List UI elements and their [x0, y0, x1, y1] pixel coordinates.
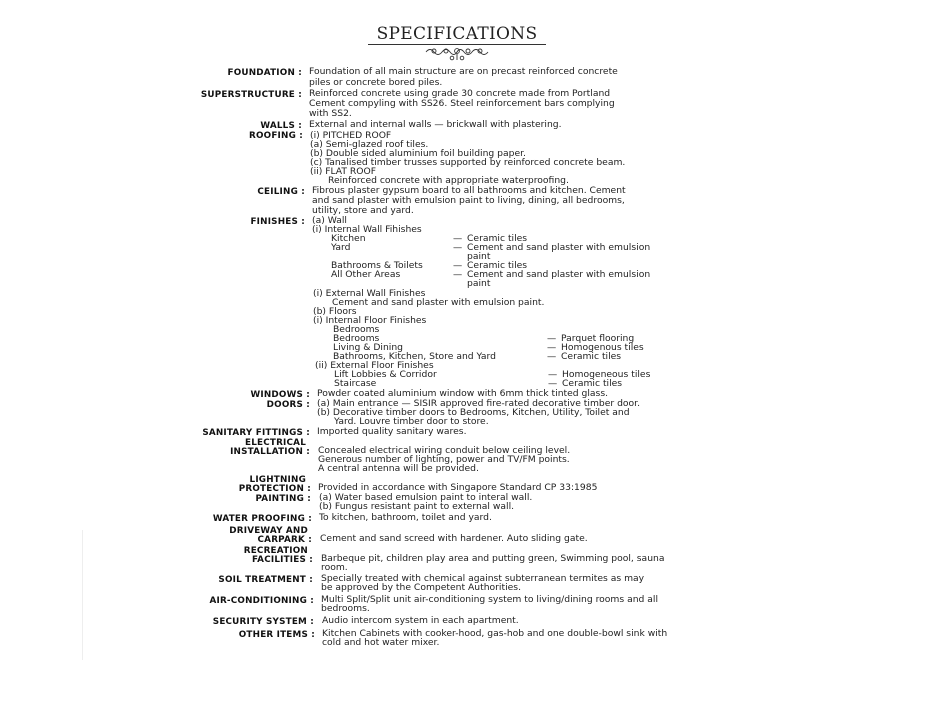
spec-label-line2: CARPARK : [257, 535, 312, 545]
spec-text-line: Barbeque pit, children play area and putting green, Swimming pool, sauna [321, 553, 665, 564]
internal-wall-finish: Ceramic tiles [467, 233, 528, 244]
spec-text-line: Reinforced concrete using grade 30 concrete made from Portland [309, 88, 611, 99]
internal-wall-finish-cont: paint [467, 251, 491, 262]
internal-wall-finish-cont: paint [467, 278, 491, 289]
spec-text-line: Audio intercom system in each apartment. [322, 615, 519, 626]
spec-label: FOUNDATION : [227, 68, 302, 78]
spec-label: WALLS : [260, 121, 302, 131]
internal-wall-area: All Other Areas [331, 269, 401, 280]
internal-floor-heading: (i) Internal Floor Finishes [313, 315, 427, 326]
separator-dash: — [547, 333, 557, 344]
spec-label: DOORS : [266, 400, 310, 410]
spec-text-line: Cement compyling with SS26. Steel reinforcement bars complying [309, 98, 615, 109]
spec-text-line: Kitchen Cabinets with cooker-hood, gas-hob and one double-bowl sink with [322, 628, 668, 639]
scan-margin-artifact [82, 530, 83, 660]
spec-text-line: (ii) FLAT ROOF [310, 166, 377, 177]
spec-text-line: A central antenna will be provided. [318, 463, 479, 474]
separator-dash: — [453, 260, 463, 271]
internal-wall-finish: Cement and sand plaster with emulsion [467, 269, 651, 280]
spec-label: WATER PROOFING : [212, 514, 312, 524]
spec-label: PAINTING : [255, 494, 311, 504]
internal-floor-area: Living & Dining [333, 342, 403, 353]
title-underline [368, 44, 546, 45]
spec-label-line1: ELECTRICAL [245, 438, 306, 448]
external-floor-finish: Ceramic tiles [562, 378, 623, 389]
spec-text-line: bedrooms. [321, 603, 370, 614]
external-wall-text: Cement and sand plaster with emulsion paint. [332, 297, 545, 308]
spec-label-line1: DRIVEWAY AND [229, 526, 308, 536]
spec-text-line: Powder coated aluminium window with 6mm thick tinted glass. [317, 388, 609, 399]
internal-floor-finish: Ceramic tiles [561, 351, 622, 362]
spec-text-line: cold and hot water mixer. [322, 637, 440, 648]
internal-wall-area: Kitchen [331, 233, 366, 244]
spec-text-line: piles or concrete bored piles. [309, 77, 443, 88]
spec-text-line: (b) Fungus resistant paint to external wall. [319, 501, 515, 512]
spec-label: SOIL TREATMENT : [218, 575, 313, 585]
separator-dash: — [547, 351, 557, 362]
decorative-scroll-ornament-icon [424, 46, 490, 62]
spec-text-line: External and internal walls — brickwall with plastering. [309, 119, 562, 130]
spec-label: AIR-CONDITIONING : [209, 596, 314, 606]
spec-text-line: Concealed electrical wiring conduit below ceiling level. [318, 445, 571, 456]
spec-text-line: (a) Main entrance — SISIR approved fire-rated decorative timber door. [317, 398, 641, 409]
internal-wall-area: Yard [331, 242, 351, 253]
spec-label: WINDOWS : [250, 390, 310, 400]
spec-text-line: Provided in accordance with Singapore Standard CP 33:1985 [318, 482, 598, 493]
internal-wall-finish: Cement and sand plaster with emulsion [467, 242, 651, 253]
spec-text-line: utility, store and yard. [312, 205, 414, 216]
separator-dash: — [453, 269, 463, 280]
spec-text-line: (a) Semi-glazed roof tiles. [310, 139, 429, 150]
spec-text-line: with SS2. [309, 108, 352, 119]
spec-label: SUPERSTRUCTURE : [200, 90, 302, 100]
spec-label-line1: LIGHTNING [249, 475, 306, 485]
separator-dash: — [453, 233, 463, 244]
external-floor-heading: (ii) External Floor Finishes [315, 360, 434, 371]
spec-text-line: Fibrous plaster gypsum board to all bathrooms and kitchen. Cement [312, 185, 626, 196]
internal-wall-heading: (i) Internal Wall Fihishes [312, 224, 422, 235]
internal-floor-area: Bedrooms [333, 333, 380, 344]
spec-text-line: be approved by the Competent Authorities. [321, 582, 521, 593]
floors-heading: (b) Floors [313, 306, 357, 317]
spec-text-line: (i) PITCHED ROOF [310, 130, 392, 141]
spec-label: ROOFING : [249, 131, 303, 141]
external-floor-finish: Homogeneous tiles [562, 369, 651, 380]
spec-text-line: and sand plaster with emulsion paint to living, dining, all bedrooms, [312, 195, 625, 206]
spec-text-line: Imported quality sanitary wares. [317, 426, 467, 437]
spec-label: SECURITY SYSTEM : [212, 617, 314, 627]
spec-text-line: room. [321, 562, 348, 573]
spec-text-line: Cement and sand screed with hardener. Auto sliding gate. [320, 533, 588, 544]
spec-text-line: (b) Decorative timber doors to Bedrooms, Kitchen, Utility, Toilet and [317, 407, 630, 418]
internal-floor-subheading: Bedrooms [333, 324, 380, 335]
internal-wall-finish: Ceramic tiles [467, 260, 528, 271]
spec-text-line: Multi Split/Split unit air-conditioning system to living/dining rooms and all [321, 594, 659, 605]
spec-label-line2: INSTALLATION : [230, 447, 310, 457]
external-floor-area: Lift Lobbies & Corridor [334, 369, 437, 380]
spec-text-line: (c) Tanalised timber trusses supported by reinforced concrete beam. [310, 157, 626, 168]
spec-text-line: Foundation of all main structure are on precast reinforced concrete [309, 66, 618, 77]
spec-label-line2: FACILITIES : [251, 555, 313, 565]
spec-label-line2: PROTECTION : [238, 484, 311, 494]
spec-text-line: Specially treated with chemical against subterranean termites as may [321, 573, 645, 584]
spec-text-line: Reinforced concrete with appropriate waterproofing. [328, 175, 569, 186]
spec-label: FINISHES : [250, 217, 305, 227]
separator-dash: — [548, 378, 558, 389]
spec-text-line: Yard. Louvre timber door to store. [334, 416, 489, 427]
finishes-wall-heading: (a) Wall [312, 215, 347, 226]
spec-label: SANITARY FITTINGS : [202, 428, 310, 438]
separator-dash: — [548, 369, 558, 380]
page-title: SPECIFICATIONS [376, 24, 538, 44]
separator-dash: — [547, 342, 557, 353]
spec-text-line: (b) Double sided aluminium foil building paper. [310, 148, 526, 159]
spec-text-line: (a) Water based emulsion paint to interal wall. [319, 492, 533, 503]
internal-floor-finish: Parquet flooring [561, 333, 635, 344]
internal-floor-area: Bathrooms, Kitchen, Store and Yard [333, 351, 496, 362]
internal-wall-area: Bathrooms & Toilets [331, 260, 423, 271]
spec-label: OTHER ITEMS : [238, 630, 315, 640]
spec-label-line1: RECREATION [243, 546, 308, 556]
external-floor-area: Staircase [334, 378, 377, 389]
spec-text-line: Generous number of lighting, power and TV/FM points. [318, 454, 570, 465]
external-wall-heading: (i) External Wall Finishes [313, 288, 426, 299]
spec-text-line: To kitchen, bathroom, toilet and yard. [319, 512, 492, 523]
internal-floor-finish: Homogenous tiles [561, 342, 644, 353]
separator-dash: — [453, 242, 463, 253]
spec-label: CEILING : [257, 187, 305, 197]
